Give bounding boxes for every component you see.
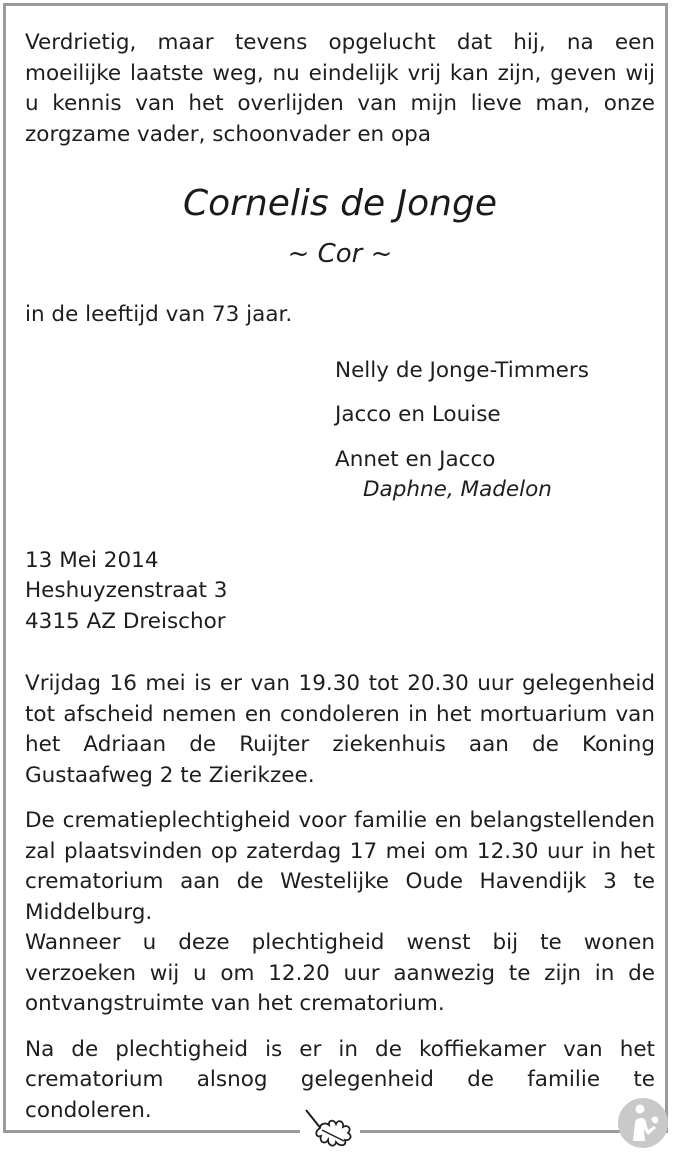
address-date: 13 Mei 2014	[25, 547, 159, 573]
deceased-name: Cornelis de Jonge	[182, 183, 498, 224]
age-line: in de leeftijd van 73 jaar.	[25, 302, 293, 327]
family-member-spouse: Nelly de Jonge-Timmers	[335, 357, 589, 383]
family-list	[335, 356, 655, 506]
oak-leaf-icon	[300, 1108, 360, 1158]
paragraph-condolences: Na de plechtigheid is er in de koffiekamer van het crematorium alsnog gelegenheid de familie te condoleren.	[25, 1036, 655, 1123]
memorial-figure-icon	[617, 1097, 669, 1149]
address-block	[25, 546, 655, 638]
paragraph-attendance: Wanneer u deze plechtigheid wenst bij te wonen verzoeken wij u om 12.20 uur aanwezig te zijn in de ontvangstruimte van het crematorium.	[25, 930, 655, 1016]
address-city: 4315 AZ Dreischor	[25, 608, 226, 634]
paragraph-visitation: Vrijdag 16 mei is er van 19.30 tot 20.30 uur gelegenheid tot afscheid nemen en condoleren in het mortuarium van het Adriaan de Ruijter ziekenhuis aan de Koning Gustaafweg 2 te Zierikzee.	[25, 671, 655, 788]
paragraph-cremation: De crematieplechtigheid voor familie en belangstellenden zal plaatsvinden op zaterdag 17 mei om 12.30 uur in het crematorium aan de Westelijke Oude Havendijk 3 te Middelburg.	[25, 808, 655, 925]
intro-text: Verdrietig, maar tevens opgelucht dat hij, na een moeilijke laatste weg, nu eindelijk vrij kan zijn, geven wij u kennis van het overlijden van mijn lieve man, onze zorgzame vader, schoonvader en opa	[25, 30, 655, 147]
family-grandchildren: Daphne, Madelon	[363, 477, 552, 502]
announcement-content	[25, 28, 655, 1126]
address-street: Heshuyzenstraat 3	[25, 578, 228, 603]
family-member-son: Jacco en Louise	[335, 402, 501, 427]
family-member-daughter: Annet en Jacco	[335, 446, 496, 472]
deceased-nickname: ~ Cor ~	[287, 239, 393, 269]
